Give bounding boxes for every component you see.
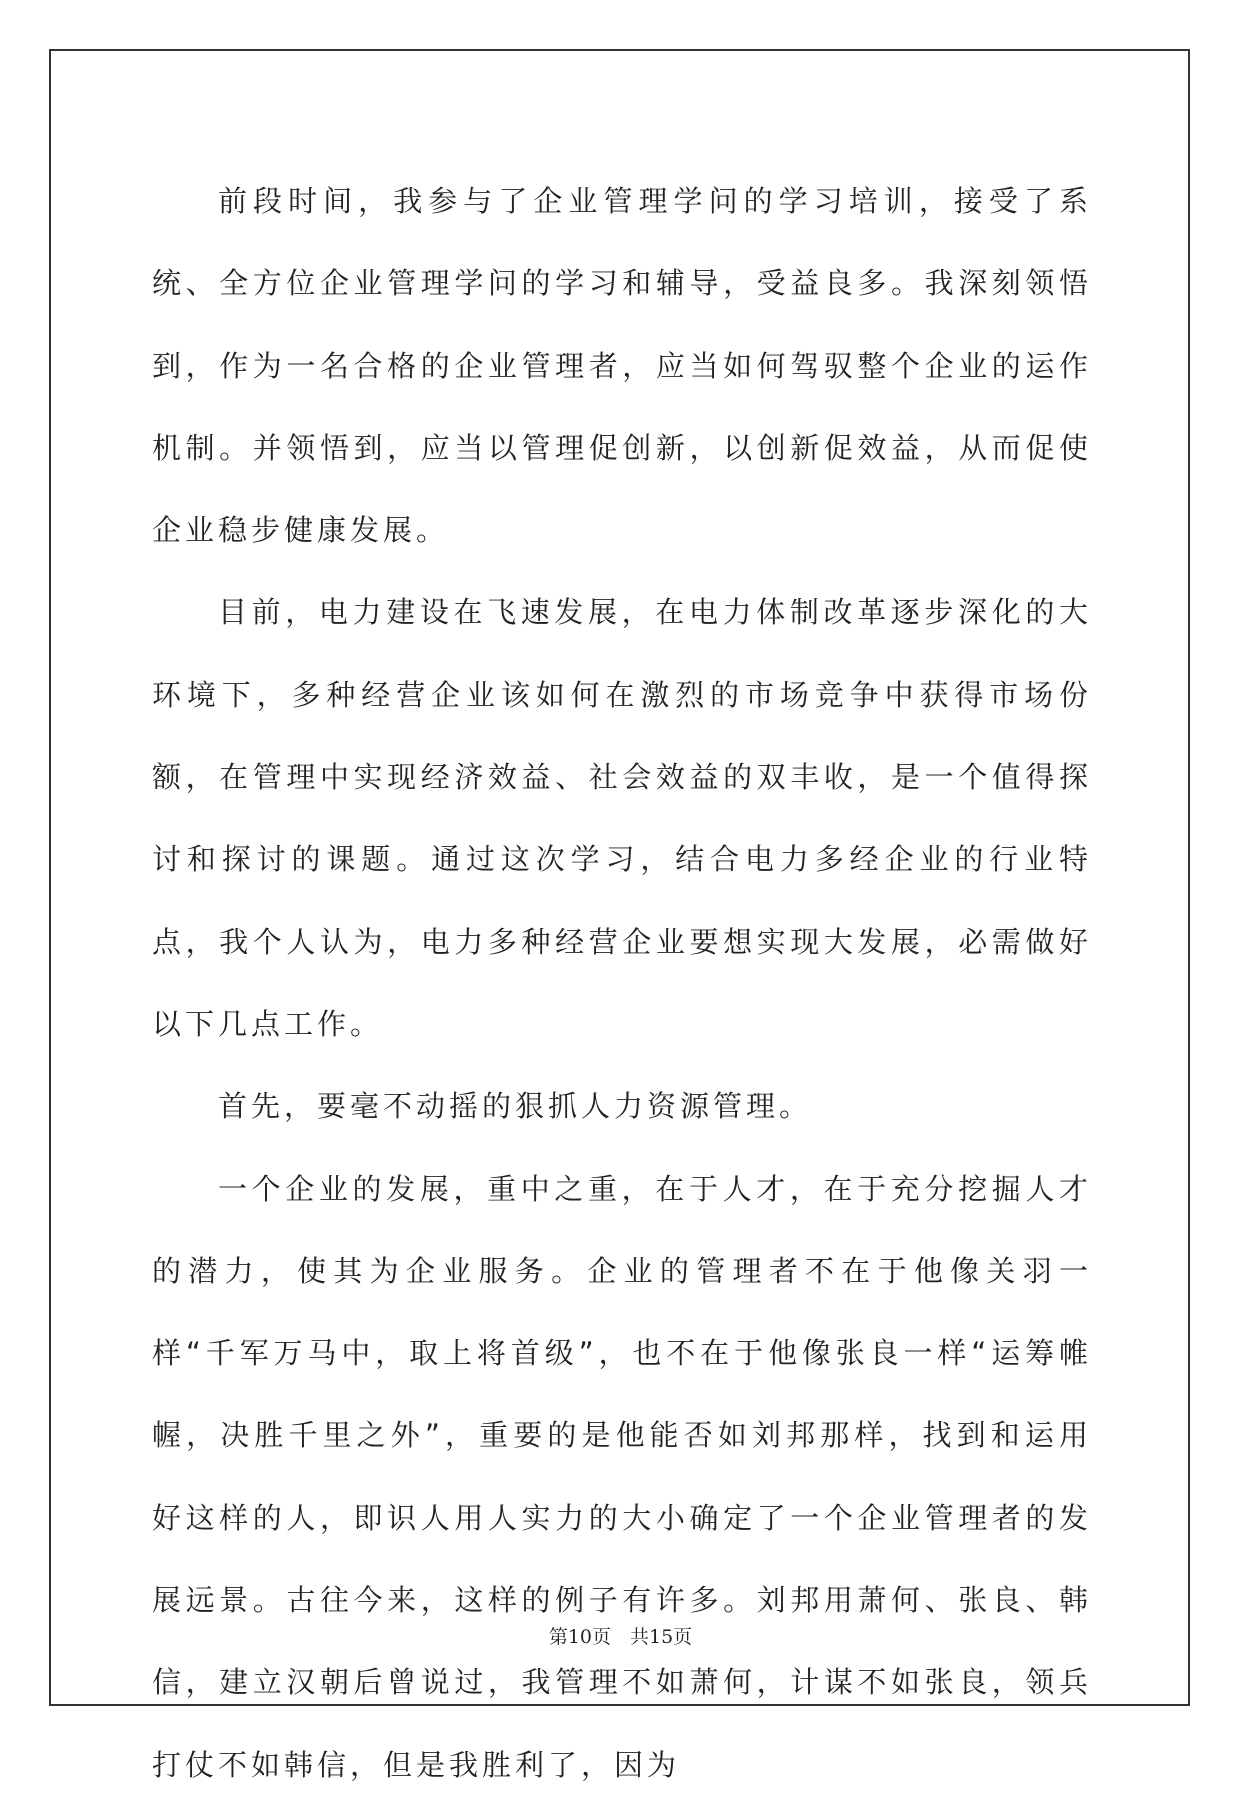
paragraph: 首先，要毫不动摇的狠抓人力资源管理。 xyxy=(218,1089,813,1124)
document-body xyxy=(152,160,1092,1806)
paragraph: 目前，电力建设在飞速发展，在电力体制改革逐步深化的大环境下，多种经营企业该如何在激烈的市场竞争中获得市场份额，在管理中实现经济效益、社会效益的双丰收，是一个值得探讨和探讨的课题。通过这次学习，结合电力多经企业的行业特点，我个人认为，电力多种经营企业要想实现大发展，必需做好以下几点工作。 xyxy=(152,595,1092,1041)
page-number-footer: 第10页 共15页 xyxy=(548,1626,693,1648)
paragraph: 前段时间，我参与了企业管理学问的学习培训，接受了系统、全方位企业管理学问的学习和辅导，受益良多。我深刻领悟到，作为一名合格的企业管理者，应当如何驾驭整个企业的运作机制。并领悟到，应当以管理促创新，以创新促效益，从而促使企业稳步健康发展。 xyxy=(152,184,1092,548)
paragraph: 一个企业的发展，重中之重，在于人才，在于充分挖掘人才的潜力，使其为企业服务。企业的管理者不在于他像关羽一样“千军万马中，取上将首级”，也不在于他像张良一样“运筹帷幄，决胜千里之外”，重要的是他能否如刘邦那样，找到和运用好这样的人，即识人用人实力的大小确定了一个企业管理者的发展远景。古往今来，这样的例子有许多。刘邦用萧何、张良、韩信，建立汉朝后曾说过，我管理不如萧何，计谋不如张良，领兵打仗不如韩信，但是我胜利了，因为 xyxy=(152,1171,1092,1782)
